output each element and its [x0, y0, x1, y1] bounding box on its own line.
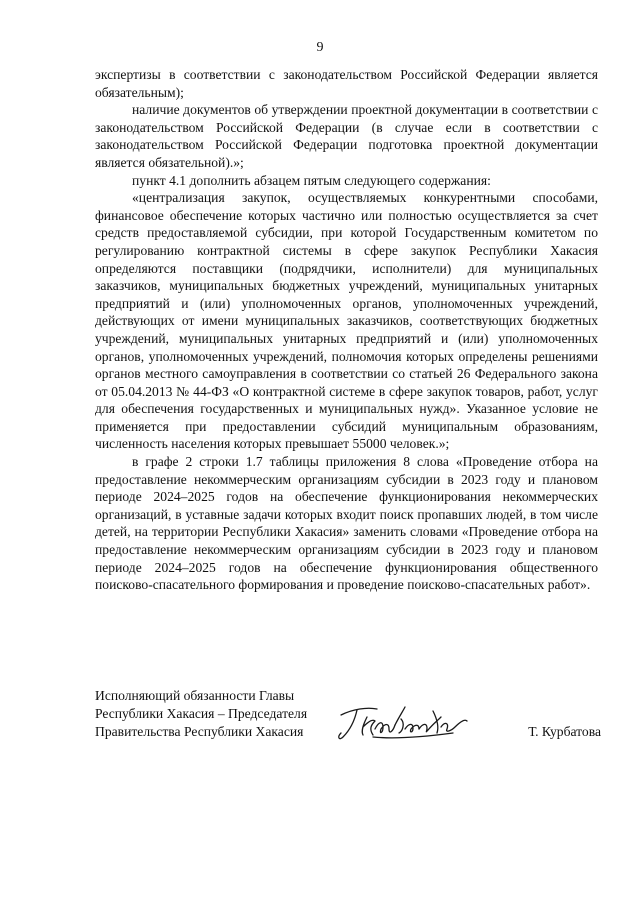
signatory-name: Т. Курбатова	[528, 724, 601, 739]
signature-block	[95, 687, 605, 747]
paragraph: экспертизы в соответствии с законодательством Российской Федерации является обязательным);	[95, 67, 598, 100]
document-body	[95, 66, 598, 594]
paragraph: наличие документов об утверждении проектной документации в соответствии с законодательством Российской Федерации (в случае если в соответствии с законодательством Российской Федерации подготовка проектной документации является обязательной).»;	[95, 102, 598, 170]
paragraph: «централизация закупок, осуществляемых конкурентными способами, финансовое обеспечение которых частично или полностью осуществляется за счет средств предоставляемой субсидии, при которой Государственным комитетом по регулированию контрактной системы в сфере закупок Республики Хакасия определяются поставщики (подрядчики, исполнители) для муниципальных заказчиков, муниципальных бюджетных учреждений, муниципальных унитарных предприятий и (или) уполномоченных органов, уполномоченных учреждений, действующих от имени муниципальных заказчиков, соответствующих бюджетных учреждений, муниципальных унитарных предприятий и (или) уполномоченных органов, уполномоченных учреждений, полномочия которых определены решениями органов местного самоуправления в соответствии со статьей 26 Федерального закона от 05.04.2013 № 44-ФЗ «О контрактной системе в сфере закупок товаров, работ, услуг для обеспечения государственных и муниципальных нужд». Указанное условие не применяется при предоставлении субсидий муниципальным образованиям, численность населения которых превышает 55000 человек.»;	[95, 190, 598, 452]
signatory-title-line: Правительства Республики Хакасия	[95, 724, 304, 739]
signatory-title-line: Исполняющий обязанности Главы	[95, 688, 295, 703]
signatory-title-line: Республики Хакасия – Председателя	[95, 706, 308, 721]
paragraph: пункт 4.1 дополнить абзацем пятым следующего содержания:	[132, 172, 491, 188]
handwritten-signature	[333, 697, 473, 745]
signatory-title	[95, 687, 335, 741]
page-number: 9	[316, 40, 324, 55]
paragraph: в графе 2 строки 1.7 таблицы приложения 8 слова «Проведение отбора на предоставление некоммерческим организациям субсидии в 2023 году и плановом периоде 2024–2025 годов на обеспечение функционирования некоммерческих организаций, в уставные задачи которых входит поиск пропавших людей, в том числе детей, на территории Республики Хакасия» заменить словами «Проведение отбора на предоставление некоммерческим организациям субсидии в 2023 году и плановом периоде 2024–2025 годов на обеспечение функционирования общественного поисково-спасательного формирования и проведение поисково-спасательных работ».	[95, 454, 598, 593]
